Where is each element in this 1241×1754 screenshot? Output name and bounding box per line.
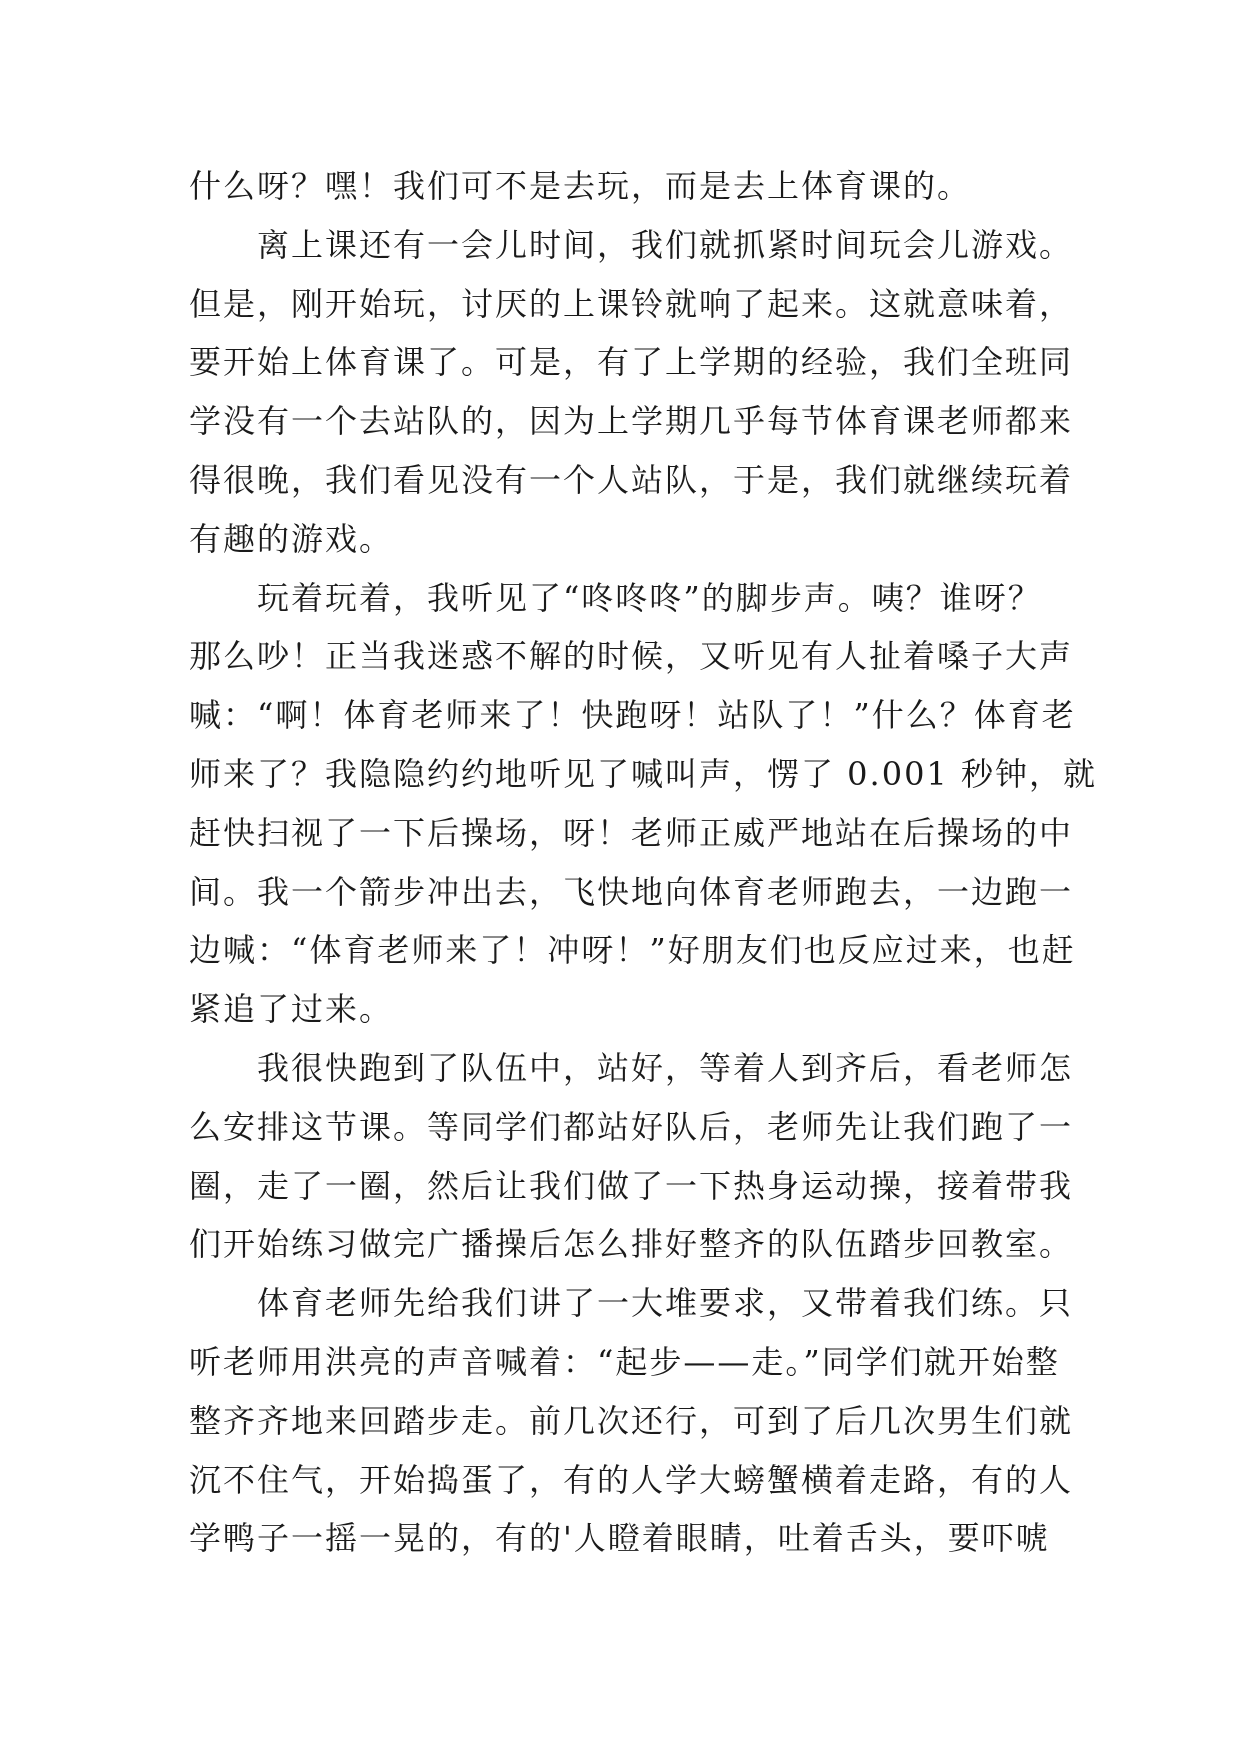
text-line: 玩着玩着，我听见了“咚咚咚”的脚步声。咦？谁呀？ <box>257 578 1042 617</box>
text-line: 但是，刚开始玩，讨厌的上课铃就响了起来。这就意味着， <box>189 284 1074 323</box>
text-line: 师来了？我隐隐约约地听见了喊叫声，愣了 0.001 秒钟，就 <box>189 754 1097 793</box>
text-line: 赶快扫视了一下后操场，呀！老师正威严地站在后操场的中 <box>189 813 1074 852</box>
text-line: 边喊：“体育老师来了！冲呀！”好朋友们也反应过来，也赶 <box>189 931 1076 970</box>
text-line: 间。我一个箭步冲出去，飞快地向体育老师跑去，一边跑一 <box>189 872 1074 911</box>
text-line: 那么吵！正当我迷惑不解的时候，又听见有人扯着嗓子大声 <box>189 637 1074 676</box>
text-line: 整齐齐地来回踏步走。前几次还行，可到了后几次男生们就 <box>189 1401 1074 1440</box>
text-line: 学没有一个去站队的，因为上学期几乎每节体育课老师都来 <box>189 402 1074 441</box>
text-line: 我很快跑到了队伍中，站好，等着人到齐后，看老师怎 <box>257 1048 1074 1087</box>
text-line: 们开始练习做完广播操后怎么排好整齐的队伍踏步回教室。 <box>189 1225 1074 1264</box>
text-line: 么安排这节课。等同学们都站好队后，老师先让我们跑了一 <box>189 1107 1074 1146</box>
text-line: 圈，走了一圈，然后让我们做了一下热身运动操，接着带我 <box>189 1166 1074 1205</box>
text-line: 学鸭子一摇一晃的，有的'人瞪着眼睛，吐着舌头，要吓唬 <box>189 1519 1050 1558</box>
body-text <box>189 157 1097 1568</box>
text-line: 喊：“啊！体育老师来了！快跑呀！站队了！”什么？体育老 <box>189 696 1076 735</box>
text-line: 听老师用洪亮的声音喊着：“起步——走。”同学们就开始整 <box>189 1342 1060 1381</box>
text-line: 体育老师先给我们讲了一大堆要求，又带着我们练。只 <box>257 1284 1074 1323</box>
text-line: 离上课还有一会儿时间，我们就抓紧时间玩会儿游戏。 <box>257 225 1074 264</box>
text-line: 沉不住气，开始捣蛋了，有的人学大螃蟹横着走路，有的人 <box>189 1460 1074 1499</box>
text-line: 得很晚，我们看见没有一个人站队，于是，我们就继续玩着 <box>189 460 1074 499</box>
text-line: 什么呀？嘿！我们可不是去玩，而是去上体育课的。 <box>189 167 972 205</box>
text-line: 要开始上体育课了。可是，有了上学期的经验，我们全班同 <box>189 343 1074 382</box>
text-line: 有趣的游戏。 <box>189 519 394 558</box>
text-line: 紧追了过来。 <box>189 990 394 1029</box>
